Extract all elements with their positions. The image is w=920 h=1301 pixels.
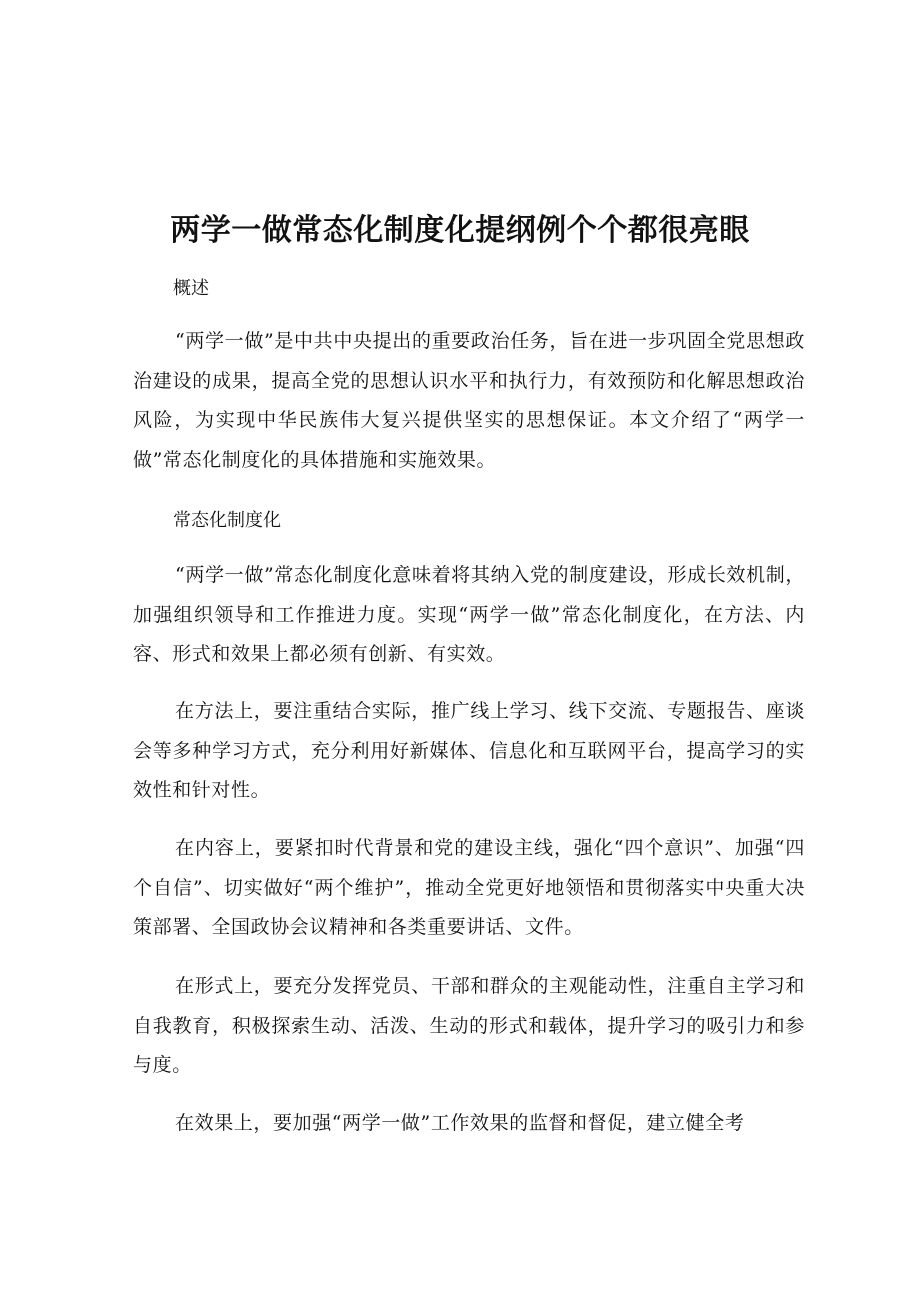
document-title: 两学一做常态化制度化提纲例个个都很亮眼 [170, 213, 750, 248]
paragraph-effect: 在效果上，要加强“两学一做”工作效果的监督和督促，建立健全考 [175, 1112, 745, 1134]
paragraph-regularization: “两学一做”常态化制度化意味着将其纳入党的制度建设，形成长效机制，加强组织领导和工作推进力度。实现“两学一做”常态化制度化，在方法、内容、形式和效果上都必须有创新、有实效。 [133, 564, 805, 665]
paragraph-method: 在方法上，要注重结合实际，推广线上学习、线下交流、专题报告、座谈会等多种学习方式，充分利用好新媒体、信息化和互联网平台，提高学习的实效性和针对性。 [133, 700, 805, 801]
paragraph-form: 在形式上，要充分发挥党员、干部和群众的主观能动性，注重自主学习和自我教育，积极探索生动、活泼、生动的形式和载体，提升学习的吸引力和参与度。 [133, 975, 805, 1076]
paragraph-overview: “两学一做”是中共中央提出的重要政治任务，旨在进一步巩固全党思想政治建设的成果，提高全党的思想认识水平和执行力，有效预防和化解思想政治风险，为实现中华民族伟大复兴提供坚实的思想保证。本文介绍了“两学一做”常态化制度化的具体措施和实施效果。 [133, 330, 805, 471]
section-heading-overview: 概述 [173, 278, 209, 299]
section-heading-regularization: 常态化制度化 [173, 510, 281, 531]
paragraph-content: 在内容上，要紧扣时代背景和党的建设主线，强化“四个意识”、加强“四个自信”、切实做好“两个维护”，推动全党更好地领悟和贯彻落实中央重大决策部署、全国政协会议精神和各类重要讲话、文件。 [133, 837, 805, 938]
